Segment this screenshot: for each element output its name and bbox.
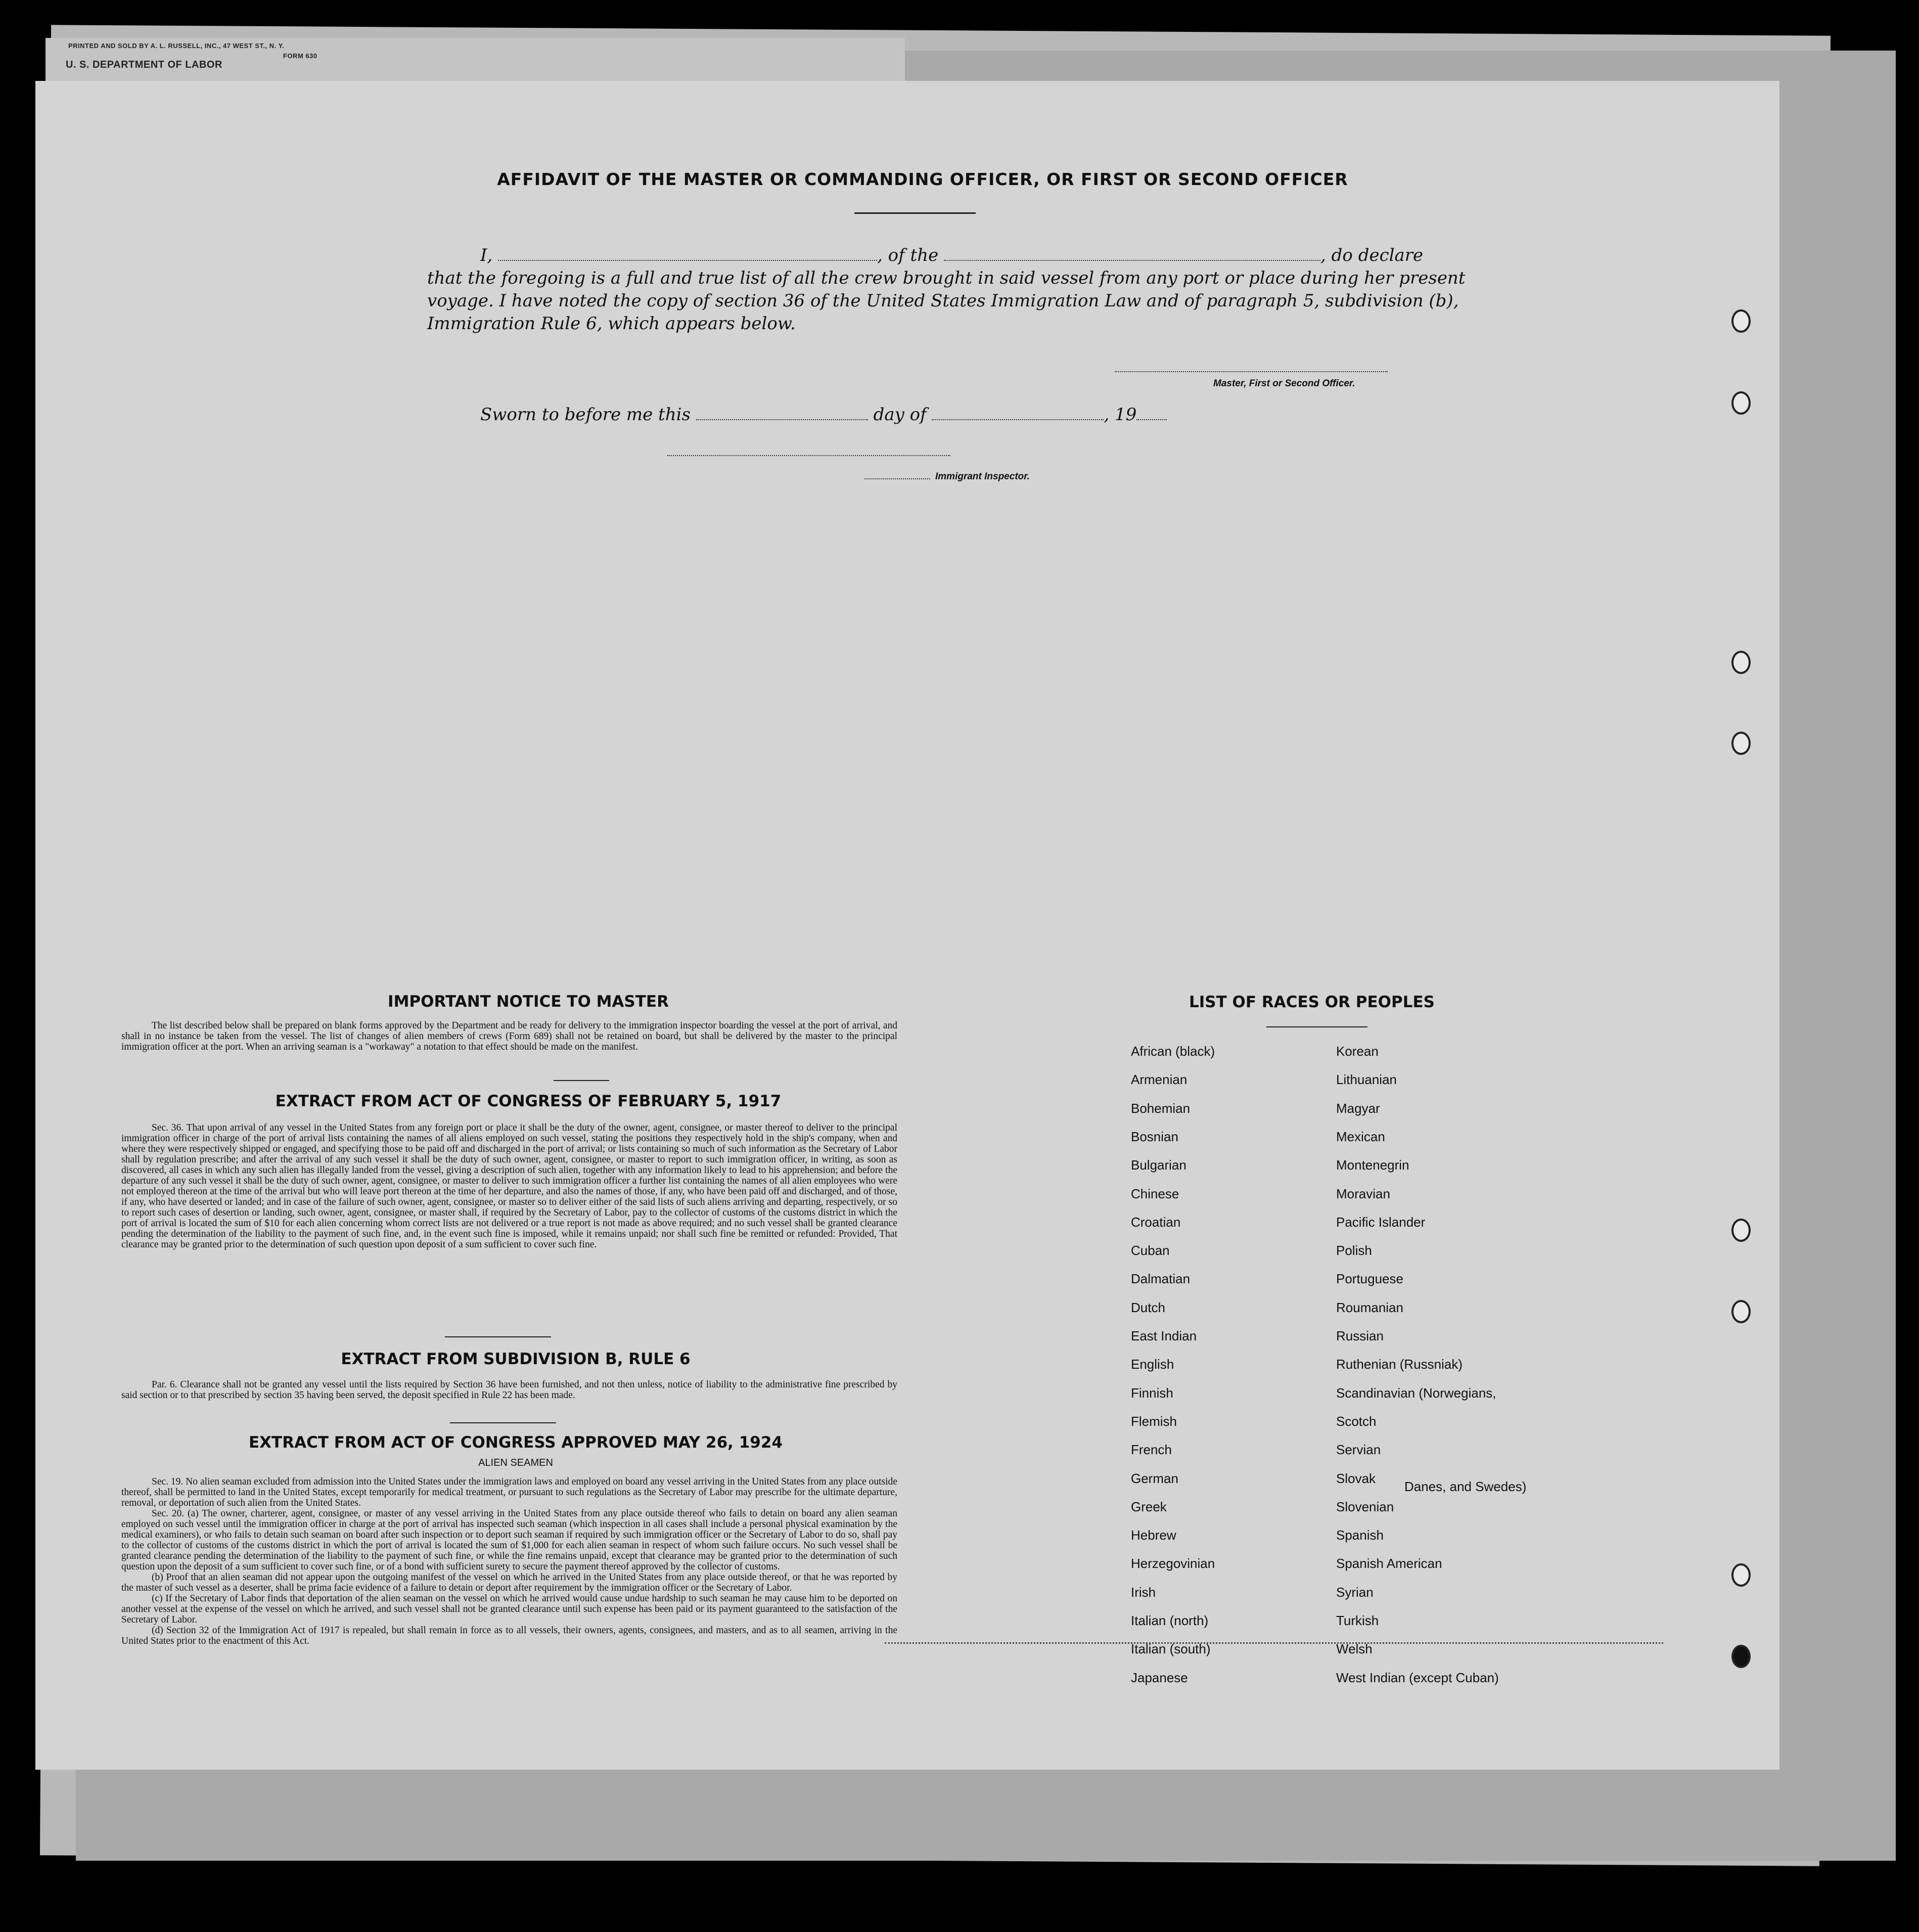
races-title: LIST OF RACES OR PEOPLES [1189, 993, 1435, 1011]
race-item: Korean [1336, 1044, 1379, 1059]
race-item: Magyar [1336, 1100, 1380, 1116]
sec-20c: (c) If the Secretary of Labor finds that deportation of the alien seaman on the vessel on which he arrived would cause undue hardship to such seaman he may cause him to be deported on another vessel at the expense of the vessel on which he arrived, and such vessel shall not be granted clearance until such expense has been paid or its payment guaranteed to the satisfaction of the Secretary of Labor. [121, 1593, 897, 1625]
race-item: Bulgarian [1131, 1157, 1186, 1173]
inspector-signature-field[interactable] [667, 455, 950, 456]
vessel-name-field[interactable] [944, 248, 1320, 261]
race-item: Turkish [1336, 1613, 1379, 1628]
affidavit-line-4: Immigration Rule 6, which appears below. [427, 313, 796, 334]
divider [450, 1422, 556, 1423]
rule-6-title: EXTRACT FROM SUBDIVISION B, RULE 6 [341, 1350, 691, 1368]
notice-title: IMPORTANT NOTICE TO MASTER [388, 993, 669, 1011]
race-item: English [1131, 1357, 1174, 1372]
race-item: East Indian [1131, 1328, 1197, 1343]
race-item: Irish [1131, 1584, 1156, 1600]
affidavit-line-3: voyage. I have noted the copy of section 36 of the United States Immigration Law and of paragraph 5, subdivision (b), [427, 291, 1459, 311]
race-item: Scotch [1336, 1413, 1377, 1429]
extract-1917-title: EXTRACT FROM ACT OF CONGRESS OF FEBRUARY 5, 1917 [275, 1092, 782, 1110]
declarant-name-field[interactable] [498, 248, 877, 261]
race-item: Pacific Islander [1336, 1214, 1426, 1230]
punch-hole [1731, 732, 1751, 755]
race-item: Croatian [1131, 1214, 1181, 1230]
race-item: Spanish American [1336, 1556, 1442, 1571]
race-item: Scandinavian (Norwegians, [1336, 1385, 1496, 1401]
race-item: Japanese [1131, 1670, 1188, 1685]
races-title-rule [1266, 1026, 1367, 1027]
race-item: Cuban [1131, 1243, 1170, 1259]
alien-seamen-subtitle: ALIEN SEAMEN [478, 1457, 553, 1468]
punch-hole [1731, 651, 1751, 674]
race-item: Hebrew [1131, 1527, 1176, 1543]
dotted-row-rule [885, 1642, 1663, 1644]
inspector-dotted-line [864, 478, 930, 479]
race-item: Russian [1336, 1328, 1384, 1343]
race-item: Slovak [1336, 1470, 1376, 1486]
race-item: African (black) [1131, 1044, 1215, 1059]
race-item: Herzegovinian [1131, 1556, 1215, 1571]
race-item: Italian (south) [1131, 1641, 1211, 1657]
rule-6-text: Par. 6. Clearance shall not be granted any vessel until the lists required by Section 36 have been furnished, and not then unless, notice of liability to the administrative fine prescribed by said section or to that prescribed by section 35 having been served, the deposit specified in Rule 22 has been made. [121, 1379, 897, 1401]
sworn-prefix: Sworn to before me this [480, 405, 691, 425]
sec-20a: Sec. 20. (a) The owner, charterer, agent, consignee, or master of any vessel arriving in the United States from any place outside thereof who fails to detain on board any alien seaman employed on such vessel until the immigration officer in charge at the port of arrival has inspected such seaman (which inspection in all cases shall include a personal physical examination by the medical examiners), or who fails to detain such seaman on board after such inspection or to deport such seaman if required by such immigration officer or the Secretary of Labor to do so, shall pay to the collector of customs of the customs district in which the port of arrival is located the sum of $1,000 for each alien seaman in respect of whom such failure occurs. No such vessel shall be granted clearance pending the determination of the liability to the payment of such fine, or while the fine remains unpaid, except that clearance may be granted prior to the determination of such question upon the deposit of a sum sufficient to cover such fine, or of a bond with sufficient surety to secure the payment thereof approved by the collector of customs. [121, 1508, 897, 1572]
affidavit-page [35, 81, 1779, 1770]
sec-19: Sec. 19. No alien seaman excluded from admission into the United States under the immigration laws and employed on board any vessel arriving in the United States from any place outside thereof, shall be permitted to land in the United States, except temporarily for medical treatment, or pursuant to such regulations as the Secretary of Labor may prescribe for the ultimate departure, removal, or deportation of such alien from the United States. [121, 1476, 897, 1508]
race-item: Servian [1336, 1442, 1381, 1458]
race-item: Dalmatian [1131, 1271, 1191, 1287]
inspector-label: Immigrant Inspector. [935, 471, 1030, 482]
race-item: Greek [1131, 1499, 1167, 1514]
race-item: Polish [1336, 1243, 1372, 1259]
race-item: Ruthenian (Russniak) [1336, 1357, 1463, 1372]
affidavit-line-2: that the foregoing is a full and true list of all the crew brought in said vessel from any port or place during her present [427, 268, 1466, 288]
master-signature-label: Master, First or Second Officer. [1213, 378, 1355, 389]
race-item: Flemish [1131, 1413, 1177, 1429]
sworn-year-field[interactable] [1136, 407, 1167, 420]
notice-text: The list described below shall be prepared on blank forms approved by the Department and be ready for delivery to the immigration inspector boarding the vessel at the port of arrival, and shall in no instance be taken from the vessel. The list of changes of alien members of crews (Form 689) shall not be retained on board, but shall be delivered by the master to the principal immigration officer at the port. When an arriving seaman is a "workaway" a notation to that effect should be made on the manifest. [121, 1020, 897, 1052]
affidavit-line-1 [480, 245, 1423, 265]
extract-1917-text: Sec. 36. That upon arrival of any vessel in the United States from any foreign port or place it shall be the duty of the owner, agent, consignee, or master thereof to deliver to the principal immigration officer in charge of the port of arrival lists containing the names of all aliens employed on such vessel, stating the positions they respectively hold in the ship's company, when and where they were respectively shipped or engaged, and specifying those to be paid off and discharged in the port of arrival; or lists containing so much of such information as the Secretary of Labor shall by regulation prescribe; and after the arrival of any such vessel it shall be the duty of such owner, agent, consignee, or master to report to such immigration officer, in writing, as soon as discovered, all cases in which any such alien has illegally landed from the vessel, giving a description of such alien, together with any information likely to lead to his apprehension; and before the departure of any such vessel it shall be the duty of such owner, agent, consignee, or master to deliver to such immigration officer a further list containing the names of all alien employees who were not employed thereon at the time of the arrival but who will leave port thereon at the time of her departure, and also the names of those, if any, who have been paid off and discharged, and of those, if any, who have deserted or landed; and in case of the failure of such owner, agent, consignee, or master so to deliver either of the said lists of such aliens arriving and departing, respectively, or so to report such cases of desertion or landing, such owner, agent, consignee, or master shall, if required by the Secretary of Labor, pay to the collector of customs of the customs district in which the port of arrival is located the sum of $10 for each alien concerning whom correct lists are not delivered or a true report is not made as above required; and no such vessel shall be granted clearance pending the determination of the liability to the payment of such fine, and, in the event such fine is imposed, while it remains unpaid; nor shall such fine be remitted or refunded: Provided, That clearance may be granted prior to the determination of such question upon deposit of a sum sufficient to cover such fine. [121, 1122, 897, 1250]
divider [554, 1080, 609, 1081]
race-item: Slovenian [1336, 1499, 1394, 1514]
race-item: Dutch [1131, 1299, 1165, 1315]
race-item: French [1131, 1442, 1172, 1458]
race-item: Roumanian [1336, 1299, 1403, 1315]
race-item: Bosnian [1131, 1129, 1178, 1144]
vessel-prefix: , of the [877, 245, 939, 265]
race-item: German [1131, 1470, 1178, 1486]
race-item: Lithuanian [1336, 1072, 1397, 1088]
race-item: Chinese [1131, 1186, 1179, 1201]
race-item: Moravian [1336, 1186, 1390, 1201]
extract-1924-title: EXTRACT FROM ACT OF CONGRESS APPROVED MAY 26, 1924 [248, 1433, 783, 1452]
title-rule [854, 212, 976, 214]
race-item: West Indian (except Cuban) [1336, 1670, 1499, 1685]
form-number: FORM 630 [283, 52, 317, 60]
divider [445, 1336, 551, 1337]
declarant-prefix: I, [480, 245, 493, 265]
extract-1924-text [121, 1476, 897, 1646]
punch-hole [1731, 1219, 1751, 1242]
race-item: Finnish [1131, 1385, 1173, 1401]
punch-hole [1731, 1300, 1751, 1323]
department-label: U. S. DEPARTMENT OF LABOR [66, 59, 222, 70]
punch-hole [1731, 309, 1751, 333]
sworn-month-field[interactable] [932, 407, 1104, 420]
race-item-continued: Danes, and Swedes) [1404, 1479, 1527, 1494]
sworn-line [480, 405, 1167, 425]
sec-20b: (b) Proof that an alien seaman did not appear upon the outgoing manifest of the vessel on which he arrived in the United States from any place outside thereof, or that he was reported by the master of such vessel as a deserter, shall be prima facie evidence of a failure to detain or deport after requirement by the immigration officer or the Secretary of Labor. [121, 1572, 897, 1593]
sec-20d: (d) Section 32 of the Immigration Act of 1917 is repealed, but shall remain in force as to all vessels, their owners, agents, consignees, and masters, and as to all seamen, arriving in the United States prior to the enactment of this Act. [121, 1625, 897, 1646]
race-item: Montenegrin [1336, 1157, 1409, 1173]
punch-hole [1731, 1563, 1751, 1587]
sworn-year-prefix: , 19 [1104, 405, 1137, 425]
race-item: Armenian [1131, 1072, 1187, 1088]
declare-suffix: , do declare [1320, 245, 1424, 265]
race-item: Syrian [1336, 1584, 1374, 1600]
race-item: Bohemian [1131, 1100, 1191, 1116]
race-item: Italian (north) [1131, 1613, 1209, 1628]
master-signature-field[interactable] [1115, 371, 1388, 372]
race-item: Welsh [1336, 1641, 1373, 1657]
race-item: Mexican [1336, 1129, 1385, 1144]
printer-line: PRINTED AND SOLD BY A. L. RUSSELL, INC., 47 WEST ST., N. Y. [68, 42, 285, 50]
race-item: Spanish [1336, 1527, 1384, 1543]
sworn-month-prefix: day of [873, 405, 927, 425]
affidavit-title: AFFIDAVIT OF THE MASTER OR COMMANDING OFFICER, OR FIRST OR SECOND OFFICER [497, 169, 1348, 189]
punch-hole [1731, 1645, 1751, 1668]
race-item: Portuguese [1336, 1271, 1403, 1287]
sworn-day-field[interactable] [696, 407, 868, 420]
punch-hole [1731, 391, 1751, 415]
